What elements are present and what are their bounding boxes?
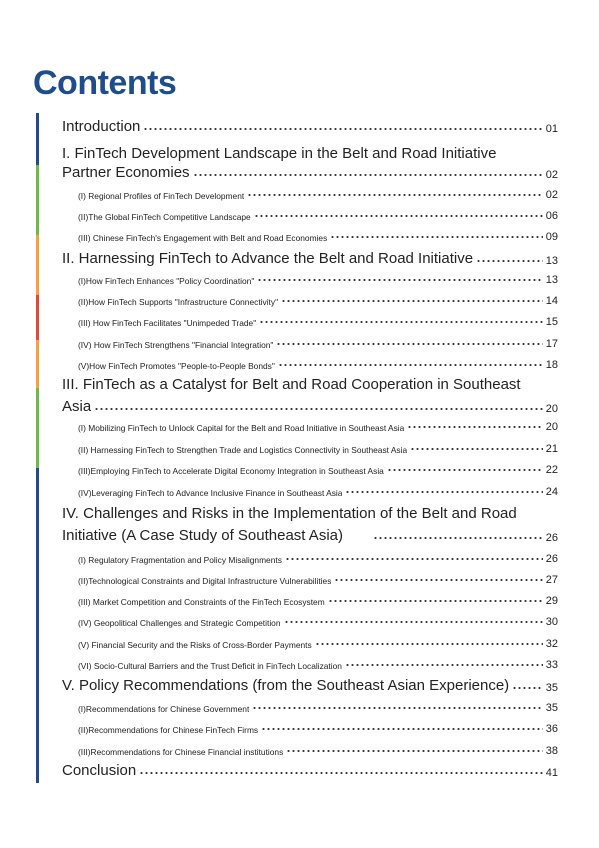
- toc-subentry[interactable]: [62, 595, 558, 607]
- dot-leader: [261, 727, 543, 731]
- dot-leader: [334, 578, 542, 582]
- dot-leader: [94, 407, 543, 411]
- toc-subentry-page: 09: [545, 231, 558, 243]
- section-3-entry[interactable]: [62, 398, 558, 415]
- toc-subentry[interactable]: [62, 659, 558, 671]
- toc-subentry-title: (II)The Global FinTech Competitive Landscape: [78, 212, 251, 222]
- toc-subentry[interactable]: [62, 231, 558, 243]
- toc-subentry-page: 26: [545, 553, 558, 565]
- toc-subentry[interactable]: [62, 574, 558, 586]
- toc-subentry-title: (I)How FinTech Enhances "Policy Coordination": [78, 276, 255, 286]
- section-1-title-line2: Partner Economies: [62, 164, 190, 181]
- toc-subentry-title: (I) Mobilizing FinTech to Unlock Capital for the Belt and Road Initiative in Southeast Asia: [78, 423, 405, 433]
- toc-subentry-title: (IV)Leveraging FinTech to Advance Inclusive Finance in Southeast Asia: [78, 488, 343, 498]
- section-1-title-line1[interactable]: I. FinTech Development Landscape in the Belt and Road Initiative: [62, 145, 497, 162]
- toc-subentry-title: (III) Market Competition and Constraints of the FinTech Ecosystem: [78, 597, 325, 607]
- dot-leader: [139, 771, 543, 775]
- toc-subentry-title: (II)Technological Constraints and Digital Infrastructure Vulnerabilities: [78, 576, 332, 586]
- toc-subentry-page: 18: [545, 359, 558, 371]
- toc-subentry[interactable]: [62, 210, 558, 222]
- section-2-page: 13: [545, 255, 558, 267]
- toc-subentry[interactable]: [62, 464, 558, 476]
- toc-subentry-page: 13: [545, 274, 558, 286]
- dot-leader: [512, 686, 543, 690]
- toc-subentry-page: 29: [545, 595, 558, 607]
- toc-subentry-title: (II)Recommendations for Chinese FinTech Firms: [78, 725, 259, 735]
- dot-leader: [259, 320, 543, 324]
- toc-subentry-page: 14: [545, 295, 558, 307]
- section-2-entry[interactable]: [62, 250, 558, 267]
- toc-subentry-page: 02: [545, 189, 558, 201]
- section-5-title: V. Policy Recommendations (from the Southeast Asian Experience): [62, 677, 510, 694]
- toc-subentry-title: (VI) Socio-Cultural Barriers and the Trust Deficit in FinTech Localization: [78, 661, 342, 671]
- toc-subentry-page: 17: [545, 338, 558, 350]
- toc-subentry[interactable]: [62, 723, 558, 735]
- side-bar-segment-green-1: [36, 165, 39, 235]
- toc-entry-page: 01: [545, 123, 558, 135]
- dot-leader: [252, 706, 542, 710]
- toc-subentry-page: 24: [545, 486, 558, 498]
- toc-subentry-title: (II)How FinTech Supports "Infrastructure Connectivity": [78, 297, 279, 307]
- toc-subentry-page: 36: [545, 723, 558, 735]
- section-4-title-line2: Initiative (A Case Study of Southeast Asia): [62, 527, 343, 544]
- dot-leader: [345, 490, 542, 494]
- toc-subentry[interactable]: [62, 616, 558, 628]
- toc-subentry-page: 21: [545, 443, 558, 455]
- toc-subentry-title: (III) Chinese FinTech's Engagement with Belt and Road Economies: [78, 233, 328, 243]
- section-4-entry[interactable]: [62, 527, 558, 544]
- toc-subentry-title: (III)Employing FinTech to Accelerate Digital Economy Integration in Southeast Asia: [78, 466, 384, 476]
- section-2-title: II. Harnessing FinTech to Advance the Belt and Road Initiative: [62, 250, 474, 267]
- toc-subentry[interactable]: [62, 316, 558, 328]
- section-3-page: 20: [545, 403, 558, 415]
- toc-subentry-title: (IV) How FinTech Strengthens "Financial Integration": [78, 340, 274, 350]
- section-4-page: 26: [545, 532, 558, 544]
- section-5-entry[interactable]: [62, 677, 558, 694]
- toc-subentry-title: (V)How FinTech Promotes "People-to-People Bonds": [78, 361, 275, 371]
- toc-subentry-page: 15: [545, 316, 558, 328]
- dot-leader: [330, 235, 542, 239]
- toc-subentry[interactable]: [62, 189, 558, 201]
- section-3-title-line2: Asia: [62, 398, 92, 415]
- toc-subentry[interactable]: [62, 486, 558, 498]
- toc-subentry[interactable]: [62, 638, 558, 650]
- side-bar-segment-blue-1: [36, 113, 39, 165]
- toc-subentry-page: 27: [545, 574, 558, 586]
- dot-leader: [143, 127, 542, 131]
- dot-leader: [476, 259, 543, 263]
- dot-leader: [286, 749, 542, 753]
- section-1-page: 02: [545, 169, 558, 181]
- toc-subentry-title: (I)Recommendations for Chinese Government: [78, 704, 250, 714]
- side-bar-segment-green-2: [36, 388, 39, 468]
- toc-subentry-page: 35: [545, 702, 558, 714]
- toc-subentry-page: 22: [545, 464, 558, 476]
- toc-subentry[interactable]: [62, 702, 558, 714]
- toc-subentry-title: (II) Harnessing FinTech to Strengthen Trade and Logistics Connectivity in Southeast Asia: [78, 445, 408, 455]
- dot-leader: [373, 536, 543, 540]
- dot-leader: [328, 599, 543, 603]
- side-bar-segment-red: [36, 295, 39, 340]
- section-4-title-line1[interactable]: IV. Challenges and Risks in the Implementation of the Belt and Road: [62, 505, 517, 522]
- toc-subentry-page: 38: [545, 745, 558, 757]
- dot-leader: [278, 363, 543, 367]
- toc-subentry-title: (I) Regional Profiles of FinTech Development: [78, 191, 245, 201]
- toc-entry-title: Introduction: [62, 118, 141, 135]
- dot-leader: [387, 468, 543, 472]
- toc-subentry[interactable]: [62, 274, 558, 286]
- section-3-title-line1[interactable]: III. FinTech as a Catalyst for Belt and Road Cooperation in Southeast: [62, 376, 521, 393]
- toc-subentry[interactable]: [62, 443, 558, 455]
- toc-subentry[interactable]: [62, 295, 558, 307]
- side-bar-segment-blue-2: [36, 468, 39, 783]
- toc-subentry[interactable]: [62, 745, 558, 757]
- toc-subentry-page: 33: [545, 659, 558, 671]
- dot-leader: [257, 278, 542, 282]
- dot-leader: [285, 557, 543, 561]
- toc-entry-conclusion[interactable]: [62, 762, 558, 779]
- toc-subentry-title: (III)Recommendations for Chinese Financial institutions: [78, 747, 284, 757]
- dot-leader: [254, 214, 543, 218]
- toc-subentry-title: (III) How FinTech Facilitates "Unimpeded Trade": [78, 318, 257, 328]
- toc-subentry[interactable]: [62, 359, 558, 371]
- dot-leader: [410, 447, 543, 451]
- dot-leader: [281, 299, 543, 303]
- dot-leader: [315, 642, 543, 646]
- toc-subentry-page: 32: [545, 638, 558, 650]
- section-1-entry[interactable]: [62, 164, 558, 181]
- toc-entry-page: 41: [545, 767, 558, 779]
- page-title: Contents: [33, 64, 177, 102]
- dot-leader: [193, 173, 543, 177]
- side-bar-segment-orange-1: [36, 235, 39, 295]
- dot-leader: [345, 663, 543, 667]
- toc-subentry-page: 06: [545, 210, 558, 222]
- toc-subentry-title: (I) Regulatory Fragmentation and Policy Misalignments: [78, 555, 282, 565]
- toc-entry-introduction[interactable]: [62, 118, 558, 135]
- side-bar-segment-orange-2: [36, 340, 39, 388]
- toc-subentry-title: (V) Financial Security and the Risks of Cross-Border Payments: [78, 640, 312, 650]
- dot-leader: [276, 342, 542, 346]
- toc-subentry-page: 20: [545, 421, 558, 433]
- toc-entry-title: Conclusion: [62, 762, 137, 779]
- toc-subentry[interactable]: [62, 338, 558, 350]
- dot-leader: [247, 193, 543, 197]
- section-5-page: 35: [545, 682, 558, 694]
- dot-leader: [284, 620, 543, 624]
- toc-subentry[interactable]: [62, 421, 558, 433]
- toc-subentry[interactable]: [62, 553, 558, 565]
- dot-leader: [407, 425, 542, 429]
- toc-subentry-page: 30: [545, 616, 558, 628]
- toc-subentry-title: (IV) Geopolitical Challenges and Strategic Competition: [78, 618, 281, 628]
